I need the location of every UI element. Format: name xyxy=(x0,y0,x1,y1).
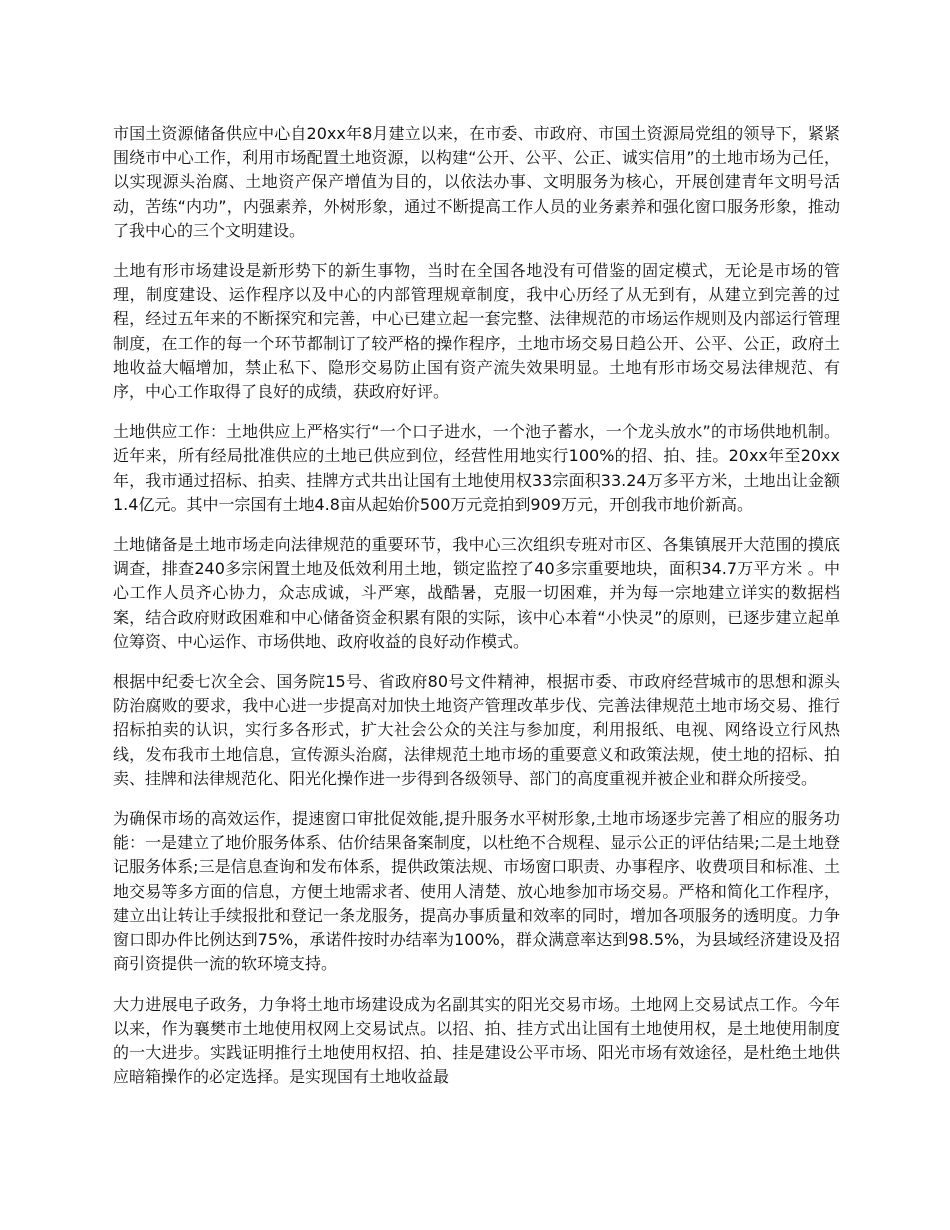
paragraph-6: 为确保市场的高效运作，提速窗口审批促效能,提升服务水平树形象,土地市场逐步完善了相应的服务功能：一是建立了地价服务体系、估价结果备案制度，以杜绝不合规程、显示公正的评估结果;二是土地登记服务体系;三是信息查询和发布体系，提供政策法规、市场窗口职责、办事程序、收费项目和标准、土地交易等多方面的信息，方便土地需求者、使用人清楚、放心地参加市场交易。严格和简化工作程序，建立出让转让手续报批和登记一条龙服务，提高办事质量和效率的同时，增加各项服务的透明度。力争窗口即办件比例达到75%，承诺件按时办结率为100%，群众满意率达到98.5%，为县域经济建设及招商引资提供一流的软环境支持。 xyxy=(113,809,840,974)
paragraph-5: 根据中纪委七次全会、国务院15号、省政府80号文件精神，根据市委、市政府经营城市的思想和源头防治腐败的要求，我中心进一步提高对加快土地资产管理改革步伐、完善法律规范土地市场交易、推行招标拍卖的认识，实行多各形式，扩大社会公众的关注与参加度，利用报纸、电视、网络设立行风热线，发布我市土地信息，宣传源头治腐，法律规范土地市场的重要意义和政策法规，使土地的招标、拍卖、挂牌和法律规范化、阳光化操作进一步得到各级领导、部门的高度重视并被企业和群众所接受。 xyxy=(113,672,840,788)
document-page xyxy=(113,122,840,1105)
paragraph-3: 土地供应工作：土地供应上严格实行“一个口子进水，一个池子蓄水，一个龙头放水”的市场供地机制。近年来，所有经局批准供应的土地已供应到位，经营性用地实行100%的招、拍、挂。20xx年至20xx年，我市通过招标、拍卖、挂牌方式共出让国有土地使用权33宗面积33.24万多平方米，土地出让金额1.4亿元。其中一宗国有土地4.8亩从起始价500万元竞拍到909万元，开创我市地价新高。 xyxy=(113,422,840,514)
paragraph-7: 大力进展电子政务，力争将土地市场建设成为名副其实的阳光交易市场。土地网上交易试点工作。今年以来，作为襄樊市土地使用权网上交易试点。以招、拍、挂方式出让国有土地使用权，是土地使用制度的一大进步。实践证明推行土地使用权招、拍、挂是建设公平市场、阳光市场有效途径，是杜绝土地供应暗箱操作的必定选择。是实现国有土地收益最 xyxy=(113,994,840,1087)
paragraph-2: 土地有形市场建设是新形势下的新生事物，当时在全国各地没有可借鉴的固定模式，无论是市场的管理，制度建设、运作程序以及中心的内部管理规章制度，我中心历经了从无到有，从建立到完善的过程，经过五年来的不断探究和完善，中心已建立起一套完整、法律规范的市场运作规则及内部运行管理制度，在工作的每一个环节都制订了较严格的操作程序，土地市场交易日趋公开、公平、公正，政府土地收益大幅增加，禁止私下、隐形交易防止国有资产流失效果明显。土地有形市场交易法律规范、有序，中心工作取得了良好的成绩，获政府好评。 xyxy=(113,261,840,402)
paragraph-4: 土地储备是土地市场走向法律规范的重要环节，我中心三次组织专班对市区、各集镇展开大范围的摸底调查，排查240多宗闲置土地及低效利用土地，锁定监控了40多宗重要地块，面积34.7万平方米 。中心工作人员齐心协力，众志成诚，斗严寒，战酷暑，克服一切困难，并为每一宗地建立详实的数据档案，结合政府财政困难和中心储备资金积累有限的实际，该中心本着“小快灵”的原则，已逐步建立起单位筹资、中心运作、市场供地、政府收益的良好动作模式。 xyxy=(113,535,840,651)
paragraph-1: 市国土资源储备供应中心自20xx年8月建立以来，在市委、市政府、市国土资源局党组的领导下，紧紧围绕市中心工作，利用市场配置土地资源，以构建“公开、公平、公正、诚实信用”的土地市场为己任，以实现源头治腐、土地资产保产增值为目的，以依法办事、文明服务为核心，开展创建青年文明号活动，苦练“内功”，内强素养，外树形象，通过不断提高工作人员的业务素养和强化窗口服务形象，推动了我中心的三个文明建设。 xyxy=(113,124,840,240)
